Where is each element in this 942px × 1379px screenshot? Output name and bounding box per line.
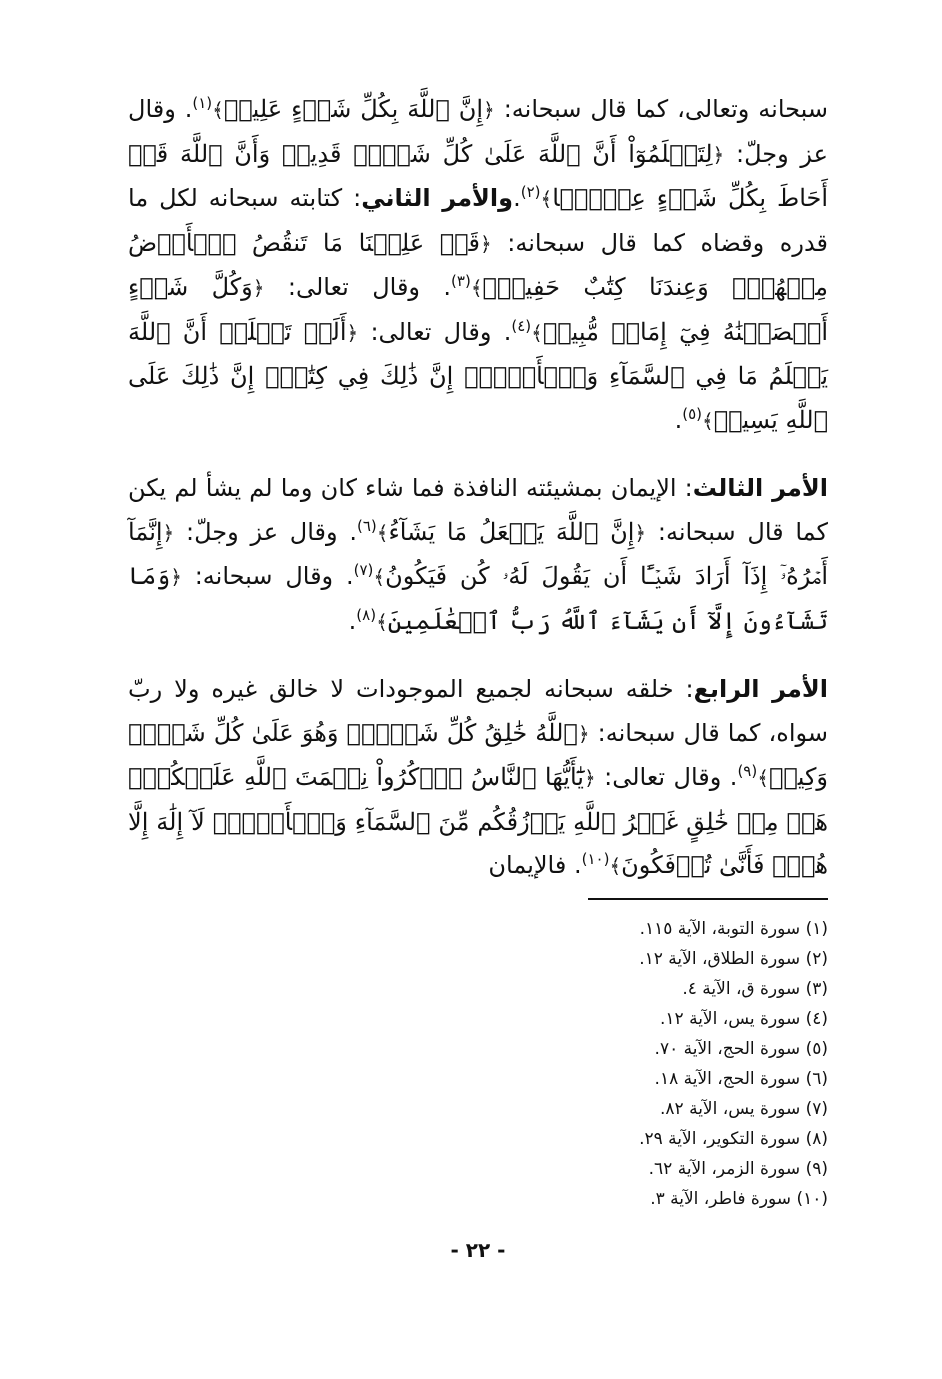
body-text-run: . فالإيمان	[488, 851, 582, 879]
paragraph	[128, 88, 828, 443]
quran-verse: قَدۡ عَلِمۡنَا مَا تَنقُصُ ٱلۡأَرۡضُ مِنۡهُمۡۖ وَعِندَنَا كِتَٰبٌ حَفِيظُۢ	[128, 228, 828, 301]
footnote-item: (٤) سورة يس، الآية ١٢.	[660, 1009, 828, 1029]
quran-verse: إِنَّمَآ أَمۡرُهُۥٓ إِذَآ أَرَادَ شَيۡـًٔا أَن يَقُولَ لَهُۥ كُن فَيَكُونُ	[128, 517, 828, 590]
body-text-run: . وقال تعالى:	[595, 763, 738, 791]
footnote-reference: (٣)	[451, 272, 471, 290]
quran-bracket-open: ﴿	[252, 276, 265, 300]
footnote-item: (٥) سورة الحج، الآية ٧٠.	[654, 1039, 828, 1059]
footnote-divider	[588, 898, 828, 900]
quran-bracket-open: ﴿	[634, 520, 647, 545]
quran-bracket-close: ﴾	[531, 320, 543, 345]
footnote-item: (١) سورة التوبة، الآية ١١٥.	[639, 919, 828, 939]
section-heading: والأمر الثاني	[361, 184, 514, 212]
footnote-reference: (٤)	[511, 316, 532, 335]
quran-bracket-close: ﴾	[212, 98, 224, 122]
quran-verse: يَٰٓأَيُّهَا ٱلنَّاسُ ٱذۡكُرُواْ نِعۡمَتَ ٱللَّهِ عَلَيۡكُمۡۚ هَلۡ مِنۡ خَٰلِقٍ غَيۡرُ ٱللَّهِ يَرۡزُقُكُم مِّنَ ٱلسَّمَآءِ وَٱلۡأَرۡضِۚ لَآ إِلَٰهَ إِلَّا هُوَۖ فَأَنَّىٰ تُؤۡفَكُونَ	[128, 763, 829, 879]
section-heading: الأمر الرابع	[693, 675, 829, 703]
body-text-run: . وقال عز وجلّ:	[128, 95, 828, 168]
footnote-reference: (١)	[192, 94, 213, 112]
section-heading: الأمر الثالث	[692, 474, 828, 502]
book-page	[128, 88, 828, 1318]
paragraph	[128, 467, 828, 644]
footnote-item: (٧) سورة يس، الآية ٨٢.	[660, 1099, 828, 1119]
quran-bracket-open: ﴿	[577, 721, 590, 746]
quran-verse: ٱللَّهُ خَٰلِقُ كُلِّ شَيۡءٖۖ وَهُوَ عَلَىٰ كُلِّ شَيۡءٖ وَكِيلٞ	[128, 718, 828, 791]
footnote-reference: (٢)	[520, 183, 541, 201]
body-text-run: .	[513, 184, 521, 212]
quran-bracket-open: ﴿	[483, 98, 495, 122]
quran-verse: لِتَعۡلَمُوٓاْ أَنَّ ٱللَّهَ عَلَىٰ كُلِّ شَيۡءٖ قَدِيرٞ وَأَنَّ ٱللَّهَ قَدۡ أَحَاطَ بِكُلِّ شَيۡءٍ عِلۡمَۢا	[128, 139, 829, 212]
quran-bracket-open: ﴿	[712, 142, 725, 167]
footnote-reference: (٩)	[737, 762, 758, 780]
quran-verse: إِنَّ ٱللَّهَ يَفۡعَلُ مَا يَشَآءُ	[388, 517, 635, 546]
footnote-item: (١٠) سورة فاطر، الآية ٣.	[650, 1189, 828, 1209]
body-text-run: . وقال تعالى:	[264, 273, 452, 301]
quran-bracket-close: ﴾	[470, 276, 483, 300]
body-text-run: . وقال عز وجلّ:	[174, 517, 357, 546]
quran-bracket-close: ﴾	[373, 565, 386, 589]
quran-bracket-open: ﴿	[170, 565, 182, 589]
quran-verse: وَمَا تَشَآءُونَ إِلَّآ أَن يَشَآءَ ٱللَّهُ رَبُّ ٱلۡعَٰلَمِينَ	[128, 562, 828, 635]
quran-verse: وَكُلَّ شَيۡءٍ أَحۡصَيۡنَٰهُ فِيٓ إِمَامٖ مُّبِينٖ	[128, 273, 828, 346]
footnote-reference: (١٠)	[581, 850, 610, 868]
footnote-item: (٢) سورة الطلاق، الآية ١٢.	[639, 949, 828, 969]
body-text-run: سبحانه وتعالى، كما قال سبحانه:	[494, 95, 828, 123]
quran-bracket-open: ﴿	[162, 520, 175, 545]
footnote-item: (٨) سورة التكوير، الآية ٢٩.	[639, 1129, 828, 1149]
body-text	[128, 88, 828, 889]
quran-verse: أَلَمۡ تَعۡلَمۡ أَنَّ ٱللَّهَ يَعۡلَمُ مَا فِي ٱلسَّمَآءِ وَٱلۡأَرۡضِۚ إِنَّ ذَٰلِكَ فِي كِتَٰبٍۚ إِنَّ ذَٰلِكَ عَلَى ٱللَّهِ يَسِيرٞ	[128, 317, 829, 434]
footnote-reference: (٥)	[682, 404, 702, 423]
quran-verse: إِنَّ ٱللَّهَ بِكُلِّ شَيۡءٍ عَلِيمٞ	[223, 95, 484, 123]
quran-bracket-open: ﴿	[346, 320, 359, 345]
body-text-run: .	[348, 606, 357, 635]
footnote-item: (٦) سورة الحج، الآية ١٨.	[654, 1069, 828, 1089]
footnote-reference: (٧)	[353, 561, 374, 579]
footnote-item: (٩) سورة الزمر، الآية ٦٢.	[648, 1159, 828, 1179]
body-text-run: . وقال تعالى:	[358, 317, 512, 346]
footnote-reference: (٦)	[356, 516, 377, 535]
quran-bracket-close: ﴾	[540, 187, 553, 211]
quran-bracket-close: ﴾	[701, 408, 714, 433]
body-text-run: : خلقه سبحانه لجميع الموجودات لا خالق غيره ولا ربّ سواه، كما قال سبحانه:	[128, 675, 829, 747]
quran-bracket-close: ﴾	[757, 766, 769, 790]
quran-bracket-close: ﴾	[609, 854, 622, 878]
body-text-run: .	[674, 405, 683, 434]
footnote-reference: (٨)	[356, 605, 377, 624]
paragraph	[128, 668, 828, 889]
body-text-run: : الإيمان بمشيئته النافذة فما شاء كان وما لم يشأ لم يكن كما قال سبحانه:	[128, 474, 828, 546]
quran-bracket-close: ﴾	[376, 609, 388, 634]
footnotes-list	[508, 914, 828, 1214]
quran-bracket-close: ﴾	[376, 520, 389, 545]
body-text-run: : كتابته سبحانه لكل ما قدره وقضاه كما قال سبحانه:	[128, 184, 829, 257]
body-text-run: . وقال سبحانه:	[181, 562, 354, 590]
page-number: - ٢٢ -	[450, 1238, 506, 1262]
footnote-item: (٣) سورة ق، الآية ٤.	[682, 979, 828, 999]
quran-bracket-open: ﴿	[583, 766, 596, 790]
quran-bracket-open: ﴿	[480, 231, 492, 256]
